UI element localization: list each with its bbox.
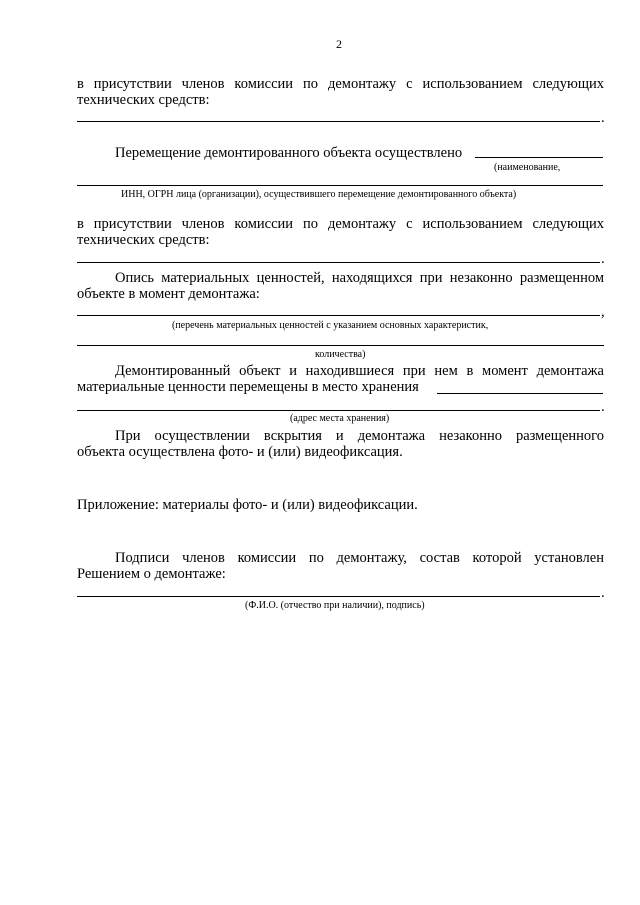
block3-end-mark: .: [601, 251, 605, 267]
storage-fill-line: [77, 410, 600, 411]
block1-end-mark: .: [601, 110, 605, 126]
inventory-fill-line2: [77, 345, 604, 346]
inventory-hint-qty: количества): [315, 349, 366, 360]
inventory-line1: Опись материальных ценностей, находящихся при незаконно размещенном: [115, 270, 604, 286]
inventory-line2: объекте в момент демонтажа:: [77, 286, 260, 302]
signatures-end-mark: .: [601, 585, 605, 601]
block1-line1: в присутствии членов комиссии по демонтажу с использованием следующих: [77, 76, 604, 92]
move-fill-line: [77, 185, 603, 186]
opening-line1: При осуществлении вскрытия и демонтажа незаконно размещенного: [115, 428, 604, 444]
move-hint-inn: ИНН, ОГРН лица (организации), осуществившего перемещение демонтированного объекта): [121, 189, 517, 200]
inventory-fill-line: [77, 315, 600, 316]
block3-line2: технических средств:: [77, 232, 210, 248]
storage-line1: Демонтированный объект и находившиеся при нем в момент демонтажа: [115, 363, 604, 379]
page-number: 2: [336, 37, 342, 51]
signatures-line1: Подписи членов комиссии по демонтажу, состав которой установлен: [115, 550, 604, 566]
appendix-note: Приложение: материалы фото- и (или) видеофиксации.: [77, 497, 418, 513]
block3-fill-line: [77, 262, 600, 263]
storage-fill-line-short: [437, 393, 603, 394]
signatures-hint: (Ф.И.О. (отчество при наличии), подпись): [245, 600, 425, 611]
block1-fill-line: [77, 121, 600, 122]
move-statement: Перемещение демонтированного объекта осуществлено: [115, 145, 463, 161]
move-hint-name: (наименование,: [494, 162, 561, 173]
storage-line2: материальные ценности перемещены в место хранения: [77, 379, 419, 395]
signatures-fill-line: [77, 596, 600, 597]
inventory-end-mark: ,: [601, 304, 605, 320]
block1-line2: технических средств:: [77, 92, 210, 108]
block3-line1: в присутствии членов комиссии по демонтажу с использованием следующих: [77, 216, 604, 232]
inventory-hint-list: (перечень материальных ценностей с указанием основных характеристик,: [172, 320, 489, 331]
storage-hint-address: (адрес места хранения): [290, 413, 390, 424]
move-fill-line-short: [475, 157, 603, 158]
signatures-line2: Решением о демонтаже:: [77, 566, 226, 582]
opening-line2: объекта осуществлена фото- и (или) видеофиксация.: [77, 444, 403, 460]
storage-end-mark: .: [601, 399, 605, 415]
